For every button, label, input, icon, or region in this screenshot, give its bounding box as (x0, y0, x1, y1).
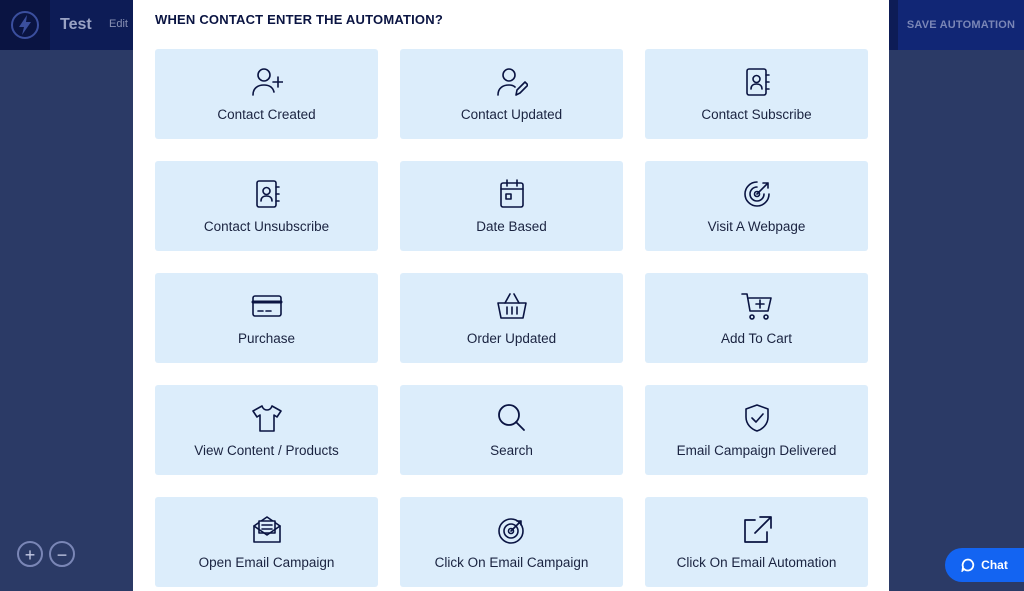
zoom-out-button[interactable]: − (49, 541, 75, 567)
trigger-label: Email Campaign Delivered (676, 443, 837, 458)
trigger-card-visit-webpage[interactable] (645, 161, 868, 251)
trigger-label: Open Email Campaign (198, 555, 335, 570)
trigger-label: Click On Email Automation (676, 555, 837, 570)
shield-check-icon (739, 403, 775, 433)
trigger-label: Contact Subscribe (701, 107, 812, 122)
logo[interactable] (0, 0, 50, 50)
trigger-card-open-email-campaign[interactable] (155, 497, 378, 587)
credit-card-icon (249, 291, 285, 321)
trigger-card-email-campaign-delivered[interactable] (645, 385, 868, 475)
trigger-card-contact-created[interactable] (155, 49, 378, 139)
modal-title: WHEN CONTACT ENTER THE AUTOMATION? (155, 12, 443, 27)
chat-bubble-icon (961, 558, 975, 572)
trigger-label: Click On Email Campaign (434, 555, 589, 570)
target-cursor-icon (739, 179, 775, 209)
trigger-label: Purchase (237, 331, 296, 346)
trigger-card-click-email-automation[interactable] (645, 497, 868, 587)
trigger-card-date-based[interactable] (400, 161, 623, 251)
trigger-card-order-updated[interactable] (400, 273, 623, 363)
trigger-grid (155, 49, 868, 587)
target-icon (494, 515, 530, 545)
envelope-open-icon (249, 515, 285, 545)
trigger-label: Contact Updated (460, 107, 563, 122)
user-plus-icon (249, 67, 285, 97)
external-link-icon (739, 515, 775, 545)
trigger-label: Visit A Webpage (707, 219, 806, 234)
automation-title[interactable]: Test (60, 16, 92, 33)
trigger-card-search[interactable] (400, 385, 623, 475)
trigger-card-view-content[interactable] (155, 385, 378, 475)
search-icon (494, 403, 530, 433)
trigger-modal (133, 0, 889, 591)
trigger-card-purchase[interactable] (155, 273, 378, 363)
trigger-label: Add To Cart (720, 331, 793, 346)
tshirt-icon (249, 403, 285, 433)
trigger-card-contact-updated[interactable] (400, 49, 623, 139)
chat-label: Chat (981, 558, 1008, 572)
contact-book-icon (249, 179, 285, 209)
contact-book-icon (739, 67, 775, 97)
trigger-card-contact-unsubscribe[interactable] (155, 161, 378, 251)
chat-button[interactable] (945, 548, 1024, 582)
basket-icon (494, 291, 530, 321)
edit-link[interactable]: Edit (109, 18, 128, 30)
trigger-label: View Content / Products (194, 443, 339, 458)
bolt-icon (10, 10, 40, 40)
save-automation-button[interactable]: SAVE AUTOMATION (898, 0, 1024, 50)
user-edit-icon (494, 67, 530, 97)
cart-plus-icon (739, 291, 775, 321)
trigger-label: Contact Unsubscribe (203, 219, 330, 234)
trigger-label: Order Updated (466, 331, 557, 346)
zoom-in-button[interactable]: + (17, 541, 43, 567)
trigger-card-contact-subscribe[interactable] (645, 49, 868, 139)
trigger-label: Contact Created (217, 107, 316, 122)
trigger-card-add-to-cart[interactable] (645, 273, 868, 363)
calendar-icon (494, 179, 530, 209)
trigger-card-click-email-campaign[interactable] (400, 497, 623, 587)
trigger-label: Date Based (476, 219, 547, 234)
trigger-label: Search (490, 443, 533, 458)
